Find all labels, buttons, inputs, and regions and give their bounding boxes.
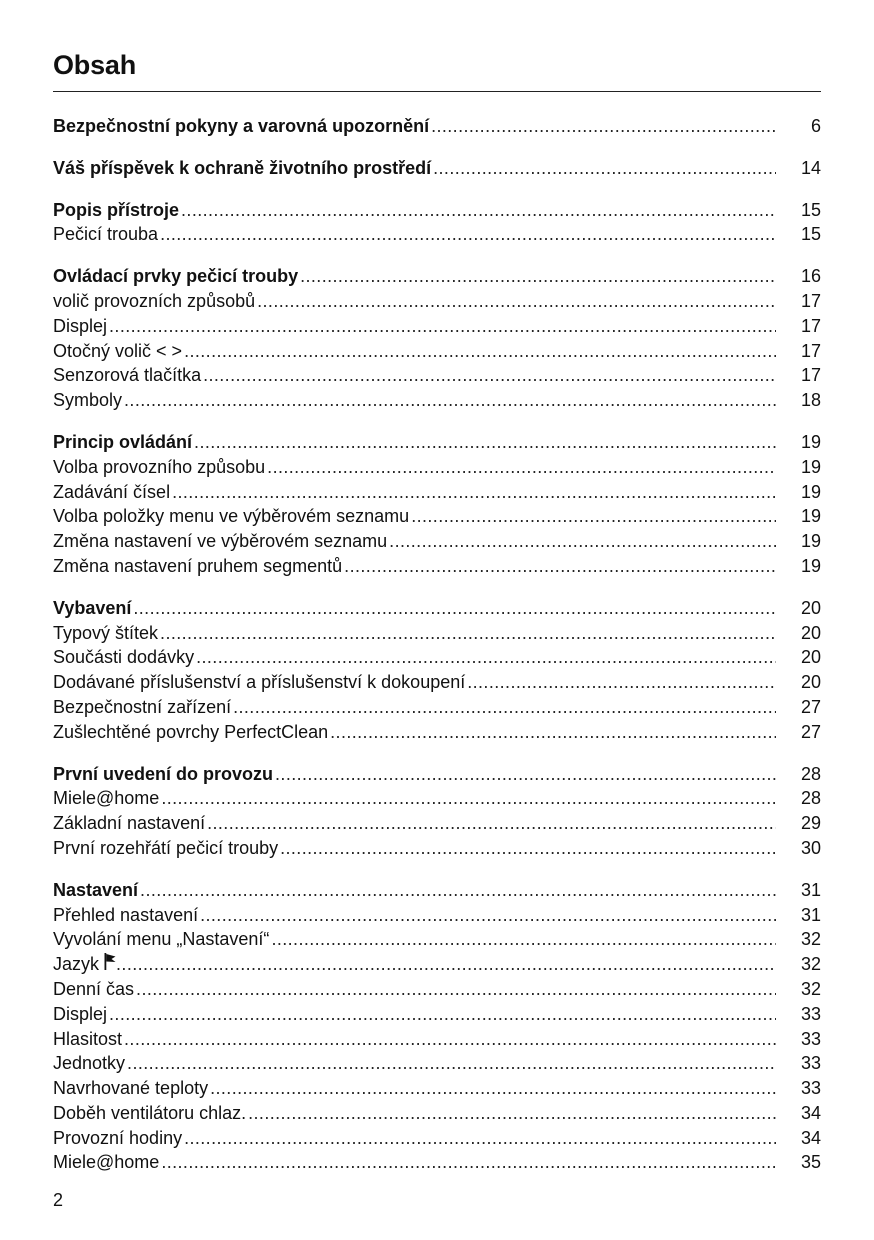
toc-section <box>53 264 821 413</box>
toc-entry[interactable] <box>53 339 821 364</box>
toc-entry-label: Změna nastavení pruhem segmentů <box>53 555 343 576</box>
toc-section-heading[interactable] <box>53 878 821 903</box>
dot-leader <box>433 156 776 181</box>
dot-leader <box>196 645 776 670</box>
toc-entry-label: Pečicí trouba <box>53 224 159 245</box>
dot-leader <box>203 363 776 388</box>
toc-entry-label: Doběh ventilátoru chlaz. <box>53 1102 247 1123</box>
toc-section <box>53 198 821 248</box>
toc-entry[interactable] <box>53 927 821 952</box>
dot-leader <box>467 670 776 695</box>
toc-page-number: 33 <box>800 1078 821 1099</box>
dot-leader <box>257 289 776 314</box>
dot-leader <box>267 455 776 480</box>
dot-leader <box>200 903 776 928</box>
toc-entry-label: Volba provozního způsobu <box>53 456 266 477</box>
toc-entry-label: Vybavení <box>53 597 132 618</box>
toc-entry-label: Miele@home <box>53 1152 160 1173</box>
toc-entry[interactable] <box>53 836 821 861</box>
dot-leader <box>116 952 776 977</box>
toc-entry[interactable] <box>53 1126 821 1151</box>
title-rule <box>53 91 821 92</box>
toc-entry[interactable] <box>53 554 821 579</box>
table-of-contents <box>53 114 821 1192</box>
toc-page-number: 17 <box>800 315 821 336</box>
dot-leader <box>389 529 776 554</box>
toc-entry[interactable] <box>53 314 821 339</box>
toc-section <box>53 114 821 139</box>
toc-entry-label: Navrhované teploty <box>53 1078 209 1099</box>
toc-page-number: 32 <box>800 978 821 999</box>
dot-leader <box>161 1150 776 1175</box>
dot-leader <box>172 480 776 505</box>
toc-entry[interactable] <box>53 811 821 836</box>
toc-page-number: 33 <box>800 1003 821 1024</box>
dot-leader <box>411 504 776 529</box>
toc-entry[interactable] <box>53 903 821 928</box>
toc-entry[interactable] <box>53 1002 821 1027</box>
toc-entry-label: Bezpečnostní zařízení <box>53 696 232 717</box>
toc-entry-label: Displej <box>53 315 108 336</box>
dot-leader <box>136 977 776 1002</box>
toc-entry-label: Provozní hodiny <box>53 1127 183 1148</box>
toc-entry-label: Volba položky menu ve výběrovém seznamu <box>53 506 410 527</box>
toc-entry-label: Nastavení <box>53 879 139 900</box>
dot-leader <box>160 621 776 646</box>
dot-leader <box>133 596 776 621</box>
toc-entry[interactable] <box>53 529 821 554</box>
toc-entry-label: Denní čas <box>53 978 135 999</box>
dot-leader <box>194 430 776 455</box>
toc-page-number: 33 <box>800 1053 821 1074</box>
toc-page-number: 6 <box>810 116 821 136</box>
toc-section <box>53 878 821 1176</box>
toc-page-number: 27 <box>800 696 821 717</box>
toc-entry[interactable] <box>53 289 821 314</box>
toc-entry-label: Miele@home <box>53 788 160 809</box>
toc-entry[interactable] <box>53 504 821 529</box>
toc-page-number: 20 <box>800 672 821 693</box>
toc-entry-label: Jednotky <box>53 1053 126 1074</box>
toc-entry-label: Princip ovládání <box>53 431 193 452</box>
toc-entry-label: Senzorová tlačítka <box>53 365 202 386</box>
toc-page-number: 31 <box>800 904 821 925</box>
dot-leader <box>344 554 776 579</box>
toc-page-number: 19 <box>800 456 821 477</box>
toc-page-number: 17 <box>800 340 821 361</box>
flag-icon <box>104 952 116 977</box>
toc-page-number: 19 <box>800 481 821 502</box>
dot-leader <box>233 695 776 720</box>
toc-entry[interactable] <box>53 480 821 505</box>
toc-page-number: 32 <box>800 929 821 950</box>
toc-page-number: 19 <box>800 506 821 527</box>
toc-entry[interactable] <box>53 645 821 670</box>
toc-page-number: 15 <box>800 199 821 220</box>
toc-entry-label: Vyvolání menu „Nastavení“ <box>53 929 270 950</box>
toc-section-heading[interactable] <box>53 264 821 289</box>
toc-section <box>53 762 821 861</box>
dot-leader <box>280 836 776 861</box>
dot-leader <box>124 1027 776 1052</box>
toc-section <box>53 596 821 745</box>
dot-leader <box>330 720 776 745</box>
dot-leader <box>124 388 776 413</box>
toc-page-number: 19 <box>800 531 821 552</box>
dot-leader <box>161 786 776 811</box>
toc-entry[interactable] <box>53 621 821 646</box>
toc-entry-label: volič provozních způsobů <box>53 290 256 311</box>
toc-entry-label: Zušlechtěné povrchy PerfectClean <box>53 721 329 742</box>
toc-entry-label: Ovládací prvky pečicí trouby <box>53 266 299 287</box>
toc-page-number: 20 <box>800 647 821 668</box>
toc-entry[interactable] <box>53 720 821 745</box>
toc-entry-label: Dodávané příslušenství a příslušenství k dokoupení <box>53 672 466 693</box>
toc-entry-label: Základní nastavení <box>53 813 206 834</box>
toc-section-heading[interactable] <box>53 762 821 787</box>
toc-entry-label: Hlasitost <box>53 1028 123 1049</box>
page-title: Obsah <box>53 50 137 80</box>
toc-page-number: 20 <box>800 597 821 618</box>
toc-entry[interactable] <box>53 1027 821 1052</box>
toc-page-number: 19 <box>800 555 821 576</box>
toc-page-number: 17 <box>800 290 821 311</box>
dot-leader <box>248 1101 776 1126</box>
toc-page-number: 18 <box>800 390 821 411</box>
toc-entry-label: Jazyk <box>53 954 100 975</box>
toc-entry-label: Váš příspěvek k ochraně životního prostředí <box>53 157 432 178</box>
toc-page-number: 30 <box>800 837 821 858</box>
toc-page-number: 34 <box>800 1102 821 1123</box>
toc-page-number: 33 <box>800 1028 821 1049</box>
dot-leader <box>109 1002 776 1027</box>
dot-leader <box>210 1076 776 1101</box>
toc-page-number: 35 <box>800 1152 821 1173</box>
dot-leader <box>184 1126 776 1151</box>
toc-section-heading[interactable] <box>53 596 821 621</box>
toc-entry-label: Přehled nastavení <box>53 904 199 925</box>
toc-page-number: 16 <box>800 266 821 287</box>
dot-leader <box>300 264 776 289</box>
toc-entry-label: První rozehřátí pečicí trouby <box>53 837 279 858</box>
toc-entry[interactable] <box>53 1051 821 1076</box>
toc-entry[interactable] <box>53 1101 821 1126</box>
toc-page-number: 20 <box>800 622 821 643</box>
dot-leader <box>431 114 776 139</box>
toc-entry[interactable] <box>53 1150 821 1175</box>
toc-section-heading[interactable] <box>53 430 821 455</box>
toc-entry[interactable] <box>53 695 821 720</box>
toc-entry[interactable] <box>53 363 821 388</box>
dot-leader <box>207 811 776 836</box>
dot-leader <box>184 339 776 364</box>
toc-page-number: 28 <box>800 788 821 809</box>
toc-entry-label: Bezpečnostní pokyny a varovná upozornění <box>53 116 430 136</box>
toc-entry-label: Zadávání čísel <box>53 481 171 502</box>
toc-page-number: 32 <box>800 954 821 975</box>
toc-section-heading[interactable] <box>53 114 821 139</box>
toc-entry-label: První uvedení do provozu <box>53 763 274 784</box>
toc-entry[interactable] <box>53 455 821 480</box>
toc-entry[interactable] <box>53 388 821 413</box>
toc-page-number: 19 <box>800 431 821 452</box>
toc-page-number: 29 <box>800 813 821 834</box>
toc-entry-label: Typový štítek <box>53 622 159 643</box>
toc-entry[interactable] <box>53 670 821 695</box>
toc-page-number: 31 <box>800 879 821 900</box>
dot-leader <box>140 878 776 903</box>
toc-page-number: 15 <box>800 224 821 245</box>
dot-leader <box>181 198 776 223</box>
toc-entry-label: Popis přístroje <box>53 199 180 220</box>
toc-page-number: 28 <box>800 763 821 784</box>
toc-page-number: 14 <box>800 157 821 178</box>
dot-leader <box>127 1051 776 1076</box>
toc-section-heading[interactable] <box>53 198 821 223</box>
toc-section-heading[interactable] <box>53 156 821 181</box>
toc-entry-label: Otočný volič < > <box>53 340 183 361</box>
dot-leader <box>109 314 776 339</box>
toc-page-number: 27 <box>800 721 821 742</box>
dot-leader <box>275 762 776 787</box>
toc-entry-label: Změna nastavení ve výběrovém seznamu <box>53 531 388 552</box>
toc-page-number: 34 <box>800 1127 821 1148</box>
toc-entry[interactable] <box>53 222 821 247</box>
toc-entry-label: Součásti dodávky <box>53 647 195 668</box>
toc-entry[interactable] <box>53 977 821 1002</box>
toc-section <box>53 156 821 181</box>
dot-leader <box>160 222 776 247</box>
dot-leader <box>271 927 776 952</box>
toc-entry-label: Symboly <box>53 390 123 411</box>
page-number: 2 <box>53 1190 64 1210</box>
toc-entry-label: Displej <box>53 1003 108 1024</box>
toc-page-number: 17 <box>800 365 821 386</box>
toc-entry[interactable] <box>53 1076 821 1101</box>
toc-entry[interactable] <box>53 786 821 811</box>
toc-section <box>53 430 821 579</box>
toc-entry[interactable] <box>53 952 821 977</box>
